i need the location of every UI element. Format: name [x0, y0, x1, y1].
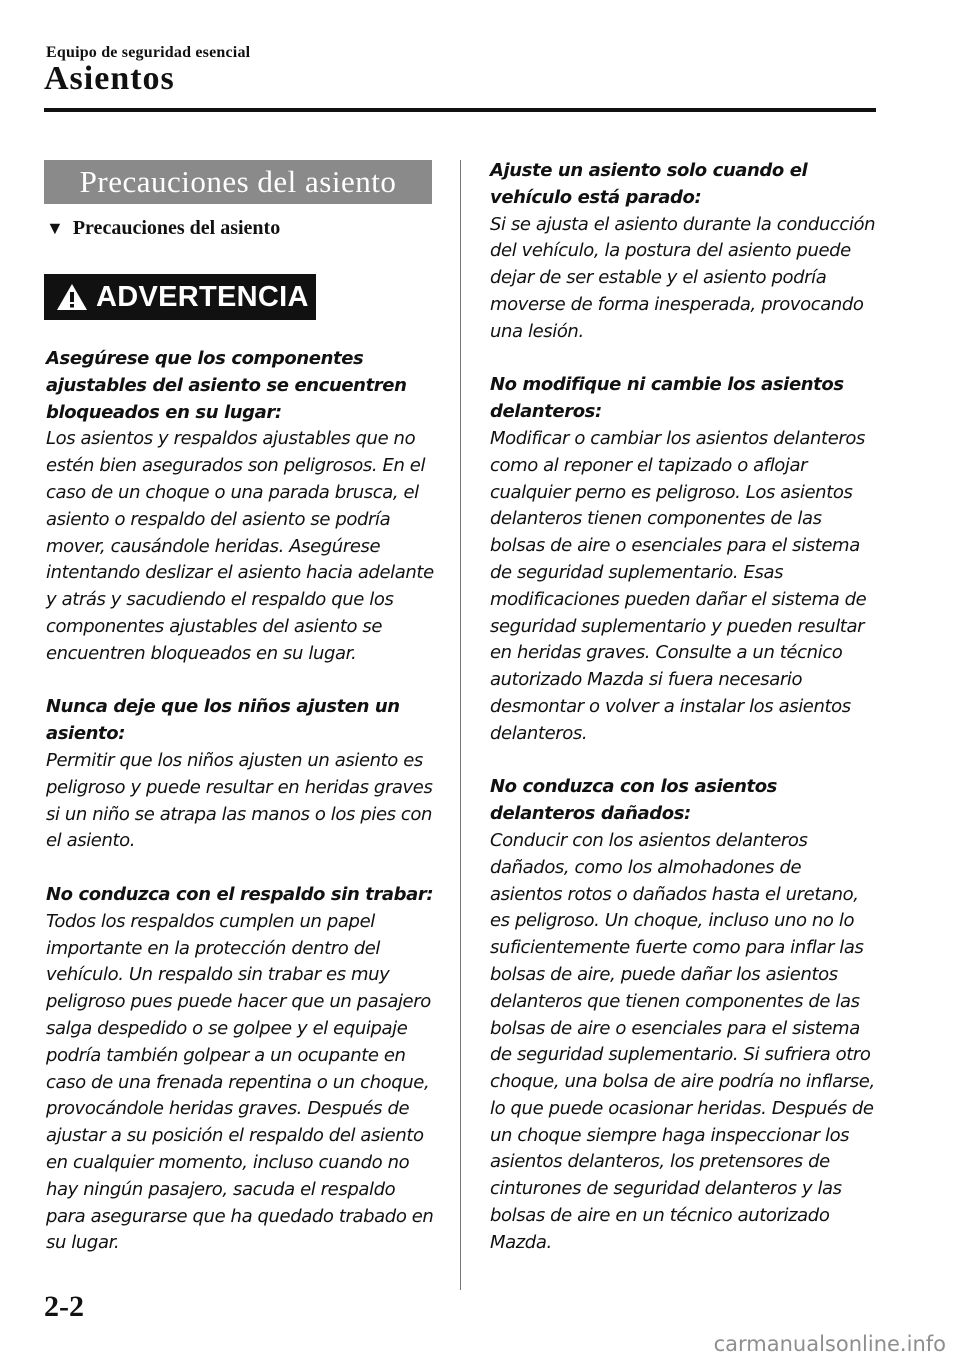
warning-triangle-icon: [56, 283, 88, 311]
subsection-label: Precauciones del asiento: [72, 217, 281, 239]
paragraph-title: Asegúrese que los componentes ajustables del asiento se encuentren bloqueados en su lugar:: [46, 348, 407, 423]
page-title: Asientos: [44, 60, 175, 97]
header-rule: [44, 108, 876, 112]
column-divider: [460, 160, 461, 1290]
triangle-down-icon: ▼: [46, 218, 64, 238]
section-title: Precauciones del asiento: [44, 160, 432, 204]
paragraph-title: No conduzca con el respaldo sin trabar:: [46, 883, 434, 905]
paragraph-title: No conduzca con los asientos delanteros dañados:: [490, 776, 777, 825]
paragraph-title: No modifique ni cambie los asientos delanteros:: [490, 374, 844, 423]
watermark: carmanualsonline.info: [713, 1332, 946, 1356]
paragraph-body: Permitir que los niños ajusten un asiento es peligroso y puede resultar en heridas graves si un niño se atrapa las manos o los pies con el asiento.: [46, 749, 433, 852]
paragraph-body: Si se ajusta el asiento durante la conducción del vehículo, la postura del asiento puede dejar de ser estable y el asiento podría moverse de forma inesperada, provocando una lesión.: [490, 213, 876, 342]
paragraph-title: Ajuste un asiento solo cuando el vehículo está parado:: [490, 160, 808, 208]
warning-paragraph: [46, 694, 438, 855]
paragraph-body: Modificar o cambiar los asientos delanteros como al reponer el tapizado o aflojar cualquier perno es peligroso. Los asientos delanteros tienen componentes de las bolsas de aire o esenciales para el sistema de seguridad suplementario. Esas modificaciones pueden dañar el sistema de seguridad suplementario y pueden resultar en heridas graves. Consulte a un técnico autorizado Mazda si fuera necesario desmontar o volver a instalar los asientos delanteros.: [490, 427, 867, 744]
warning-paragraph: [490, 372, 878, 747]
warning-badge: [44, 274, 316, 320]
right-column: [490, 158, 878, 1283]
page-number: 2-2: [44, 1290, 84, 1323]
paragraph-body: Todos los respaldos cumplen un papel importante en la protección dentro del vehículo. Un respaldo sin trabar es muy peligroso pues puede hacer que un pasajero salga despedido o se golpee y el equipaje podría también golpear a un ocupante en caso de una frenada repentina o un choque, provocándole heridas graves. Después de ajustar a su posición el respaldo del asiento en cualquier momento, incluso cuando no hay ningún pasajero, sacuda el respaldo para asegurarse que ha quedado trabado en su lugar.: [46, 910, 434, 1254]
subsection-heading: [46, 217, 280, 240]
warning-paragraph: [490, 158, 878, 346]
warning-label: ADVERTENCIA: [96, 280, 309, 313]
paragraph-body: Conducir con los asientos delanteros dañados, como los almohadones de asientos rotos o dañados hasta el uretano, es peligroso. Un choque, incluso uno no lo suficientemente fuerte como para inflar las bolsas de aire, puede dañar los asientos delanteros que tienen componentes de las bolsas de aire o esenciales para el sistema de seguridad suplementario. Si sufriera otro choque, una bolsa de aire podría no inflarse, lo que puede ocasionar heridas. Después de un choque siempre haga inspeccionar los asientos delanteros, los pretensores de cinturones de seguridad delanteros y las bolsas de aire en un técnico autorizado Mazda.: [490, 829, 875, 1253]
warning-paragraph: [46, 346, 438, 668]
warning-paragraph: [490, 774, 878, 1256]
warning-paragraph: [46, 882, 438, 1257]
paragraph-title: Nunca deje que los niños ajusten un asiento:: [46, 696, 400, 745]
paragraph-body: Los asientos y respaldos ajustables que no estén bien asegurados son peligrosos. En el caso de un choque o una parada brusca, el asiento o respaldo del asiento se podría mover, causándole heridas. Asegúrese intentando deslizar el asiento hacia adelante y atrás y sacudiendo el respaldo que los componentes ajustables del asiento se encuentren bloqueados en su lugar.: [46, 428, 434, 664]
left-column: [46, 346, 438, 1284]
chapter-label: Equipo de seguridad esencial: [46, 44, 251, 61]
